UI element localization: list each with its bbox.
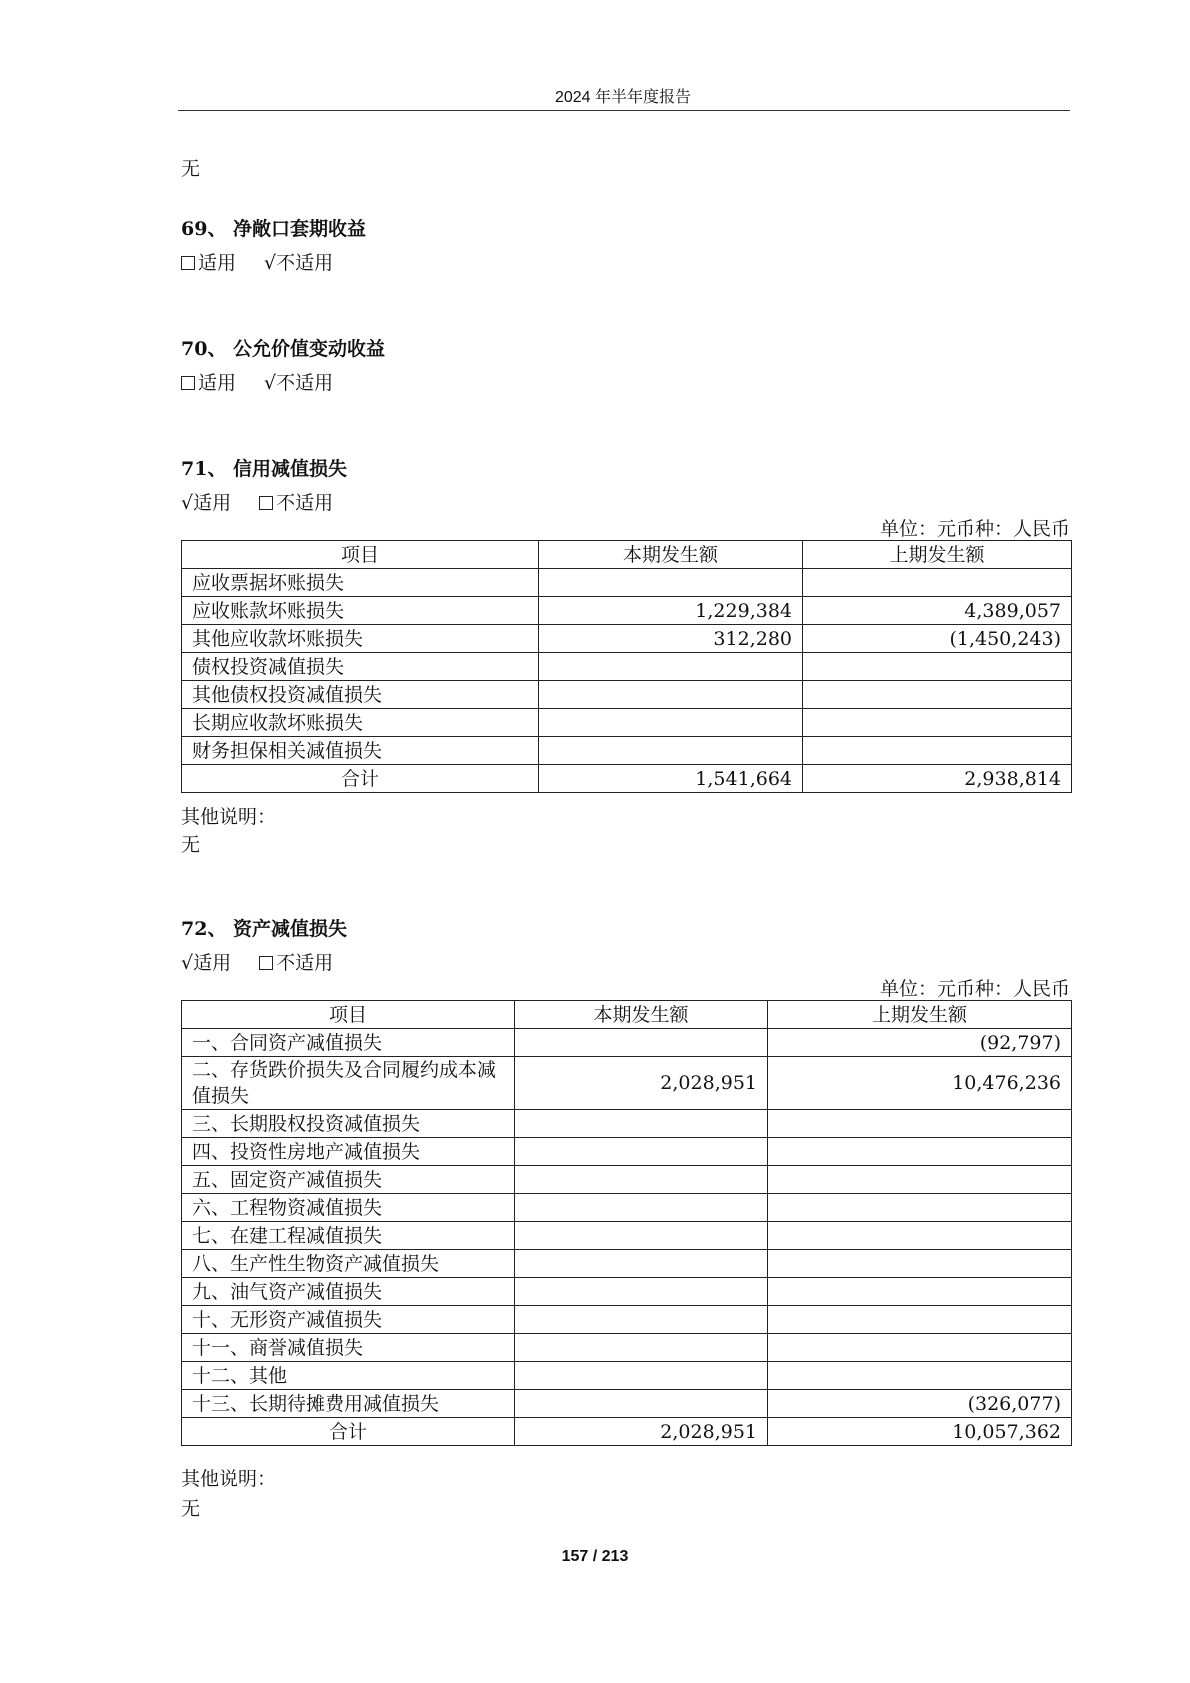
page-header: 2024 年半年度报告 <box>554 89 692 106</box>
row-label: 十二、其他 <box>182 1362 515 1390</box>
current-value <box>539 653 803 681</box>
row-label: 应收票据坏账损失 <box>182 569 539 597</box>
checkbox-not-applicable[interactable] <box>259 496 273 510</box>
total-current: 2,028,951 <box>515 1418 768 1446</box>
row-label: 四、投资性房地产减值损失 <box>182 1138 515 1166</box>
column-header-item: 项目 <box>182 541 539 569</box>
row-label: 五、固定资产减值损失 <box>182 1166 515 1194</box>
table-row <box>182 737 1072 765</box>
table-row <box>182 1110 1072 1138</box>
section-71-note-label: 其他说明： <box>181 806 277 828</box>
current-value <box>515 1138 768 1166</box>
table-total-row <box>182 1418 1072 1446</box>
row-label: 十、无形资产减值损失 <box>182 1306 515 1334</box>
checkmark-icon: √ <box>264 372 277 394</box>
section-72-note-label: 其他说明： <box>181 1468 277 1490</box>
top-note-text: 无 <box>181 158 201 180</box>
section-71-unit: 单位：元币种：人民币 <box>879 518 1070 540</box>
table-row <box>182 1138 1072 1166</box>
row-label: 债权投资减值损失 <box>182 653 539 681</box>
column-header-previous: 上期发生额 <box>803 541 1072 569</box>
row-label: 六、工程物资减值损失 <box>182 1194 515 1222</box>
current-value <box>515 1110 768 1138</box>
column-header-previous: 上期发生额 <box>768 1001 1072 1029</box>
previous-value: (92,797) <box>768 1029 1072 1057</box>
table-total-row <box>182 765 1072 793</box>
current-value <box>515 1250 768 1278</box>
table-row <box>182 1334 1072 1362</box>
section-number: 70、 <box>181 338 227 360</box>
previous-value <box>768 1278 1072 1306</box>
section-72-note: 无 <box>181 1498 201 1520</box>
current-value: 312,280 <box>539 625 803 653</box>
section-number: 69、 <box>181 218 227 240</box>
section-71-heading <box>181 454 347 481</box>
previous-value <box>768 1334 1072 1362</box>
previous-value <box>768 1194 1072 1222</box>
asset-impairment-table <box>181 1000 1072 1446</box>
previous-value <box>768 1110 1072 1138</box>
previous-value: (1,450,243) <box>803 625 1072 653</box>
table-row <box>182 1029 1072 1057</box>
previous-value <box>803 569 1072 597</box>
checkmark-icon: √ <box>181 952 194 974</box>
checkmark-icon: √ <box>181 492 194 514</box>
section-71-note: 无 <box>181 834 201 856</box>
checkmark-icon: √ <box>264 252 277 274</box>
table-header-row <box>182 541 1072 569</box>
row-label: 其他应收款坏账损失 <box>182 625 539 653</box>
section-number: 72、 <box>181 918 227 940</box>
table-row <box>182 1057 1072 1110</box>
current-value <box>515 1390 768 1418</box>
table-row <box>182 569 1072 597</box>
current-value <box>539 709 803 737</box>
section-69-applicability: 适用 √不适用 <box>181 248 333 275</box>
column-header-item: 项目 <box>182 1001 515 1029</box>
previous-value <box>768 1362 1072 1390</box>
checkbox-applicable[interactable] <box>181 376 195 390</box>
table-row <box>182 1362 1072 1390</box>
table-row <box>182 1390 1072 1418</box>
row-label: 三、长期股权投资减值损失 <box>182 1110 515 1138</box>
section-70-heading <box>181 334 385 361</box>
previous-value <box>803 681 1072 709</box>
table-row <box>182 1250 1072 1278</box>
previous-value: 4,389,057 <box>803 597 1072 625</box>
table-row <box>182 1222 1072 1250</box>
table-row <box>182 709 1072 737</box>
current-value: 2,028,951 <box>515 1057 768 1110</box>
row-label: 其他债权投资减值损失 <box>182 681 539 709</box>
previous-value <box>768 1138 1072 1166</box>
total-previous: 10,057,362 <box>768 1418 1072 1446</box>
current-value <box>515 1362 768 1390</box>
row-label: 财务担保相关减值损失 <box>182 737 539 765</box>
table-row <box>182 681 1072 709</box>
section-69-heading <box>181 214 366 241</box>
previous-value <box>803 653 1072 681</box>
previous-value: 10,476,236 <box>768 1057 1072 1110</box>
current-value <box>539 737 803 765</box>
section-number: 71、 <box>181 458 227 480</box>
current-value <box>515 1194 768 1222</box>
row-label: 二、存货跌价损失及合同履约成本减值损失 <box>182 1057 515 1110</box>
row-label: 九、油气资产减值损失 <box>182 1278 515 1306</box>
row-label: 长期应收款坏账损失 <box>182 709 539 737</box>
row-label: 十一、商誉减值损失 <box>182 1334 515 1362</box>
current-value <box>515 1306 768 1334</box>
previous-value <box>803 737 1072 765</box>
column-header-current: 本期发生额 <box>515 1001 768 1029</box>
checkbox-applicable[interactable] <box>181 256 195 270</box>
header-rule <box>178 110 1070 111</box>
current-value <box>515 1334 768 1362</box>
table-row <box>182 1278 1072 1306</box>
table-row <box>182 1166 1072 1194</box>
table-row <box>182 1306 1072 1334</box>
section-70-applicability: 适用 √不适用 <box>181 368 333 395</box>
current-value <box>515 1166 768 1194</box>
previous-value <box>803 709 1072 737</box>
current-value <box>515 1222 768 1250</box>
current-value <box>515 1029 768 1057</box>
current-value <box>539 681 803 709</box>
total-previous: 2,938,814 <box>803 765 1072 793</box>
current-value <box>515 1278 768 1306</box>
row-label: 八、生产性生物资产减值损失 <box>182 1250 515 1278</box>
section-72-heading <box>181 914 347 941</box>
previous-value <box>768 1250 1072 1278</box>
total-label: 合计 <box>182 765 539 793</box>
table-row <box>182 625 1072 653</box>
total-current: 1,541,664 <box>539 765 803 793</box>
table-row <box>182 1194 1072 1222</box>
section-title: 资产减值损失 <box>233 918 348 940</box>
table-row <box>182 653 1072 681</box>
credit-impairment-table <box>181 540 1072 793</box>
section-72-applicability: √适用 不适用 <box>181 952 334 974</box>
table-row <box>182 597 1072 625</box>
section-title: 净敞口套期收益 <box>233 218 367 240</box>
previous-value: (326,077) <box>768 1390 1072 1418</box>
row-label: 七、在建工程减值损失 <box>182 1222 515 1250</box>
previous-value <box>768 1222 1072 1250</box>
previous-value <box>768 1306 1072 1334</box>
row-label: 十三、长期待摊费用减值损失 <box>182 1390 515 1418</box>
row-label: 应收账款坏账损失 <box>182 597 539 625</box>
current-value: 1,229,384 <box>539 597 803 625</box>
section-71-applicability: √适用 不适用 <box>181 492 334 514</box>
page-number: 157 / 213 <box>561 1548 629 1565</box>
section-title: 公允价值变动收益 <box>233 338 386 360</box>
section-72-unit: 单位：元币种：人民币 <box>879 978 1070 1000</box>
previous-value <box>768 1166 1072 1194</box>
row-label: 一、合同资产减值损失 <box>182 1029 515 1057</box>
table-header-row <box>182 1001 1072 1029</box>
current-value <box>539 569 803 597</box>
column-header-current: 本期发生额 <box>539 541 803 569</box>
checkbox-not-applicable[interactable] <box>259 956 273 970</box>
section-title: 信用减值损失 <box>233 458 348 480</box>
total-label: 合计 <box>182 1418 515 1446</box>
